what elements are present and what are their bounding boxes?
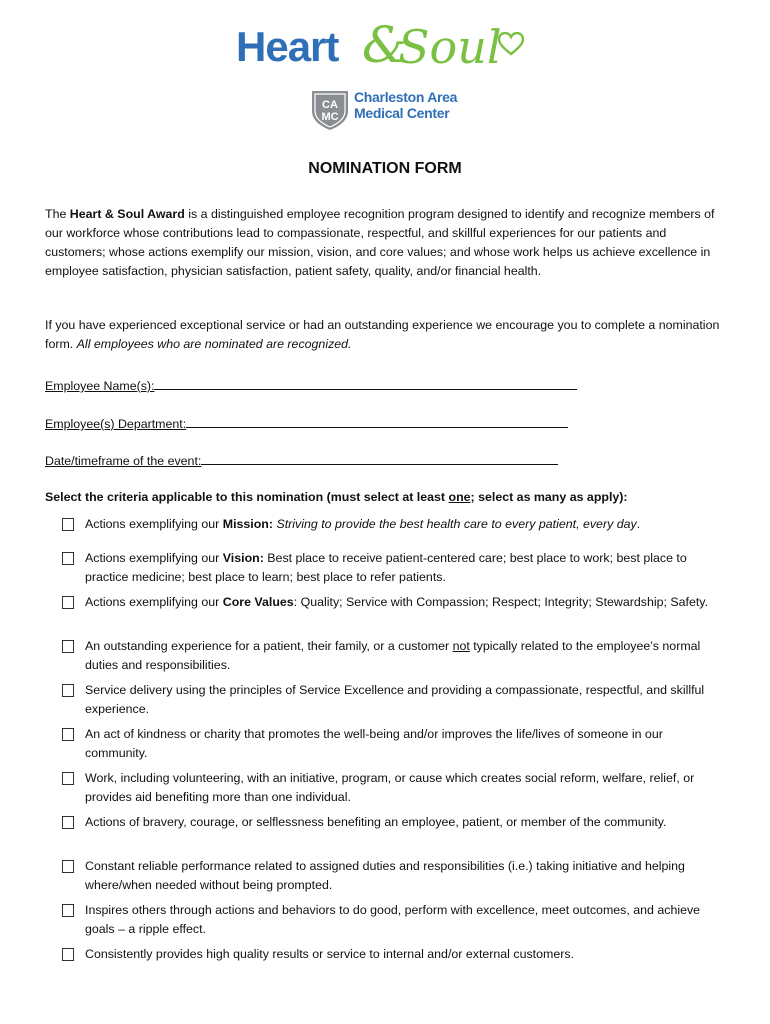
department-field[interactable] <box>45 416 568 432</box>
criteria-item-text <box>85 549 722 587</box>
checkbox[interactable] <box>62 816 74 829</box>
item-bold: Mission: <box>222 517 274 531</box>
item-rest: : Quality; Service with Compassion; Respect; Integrity; Stewardship; Safety. <box>293 595 709 609</box>
criteria-item-text: An act of kindness or charity that promotes the well-being and/or improves the life/lives of someone in our community. <box>85 727 663 760</box>
invite-text: If you have experienced exceptional service or had an outstanding experience we encourage you to complete a nomination form. <box>45 318 720 351</box>
camc-abbr-bottom: MC <box>321 111 339 123</box>
criteria-item-service-delivery[interactable] <box>62 681 722 719</box>
criteria-heading <box>45 490 628 504</box>
criteria-item-kindness[interactable] <box>62 725 722 763</box>
item-pre: An outstanding experience for a patient, their family, or a customer <box>85 639 453 653</box>
item-pre: Actions exemplifying our <box>85 517 223 531</box>
logo-heart-text: Heart <box>236 23 339 70</box>
camc-name-line1: Charleston Area <box>354 89 458 105</box>
intro-pre: The <box>45 207 70 221</box>
checkbox[interactable] <box>62 640 74 653</box>
checkbox[interactable] <box>62 860 74 873</box>
department-line[interactable] <box>186 416 568 428</box>
employee-names-line[interactable] <box>154 378 577 390</box>
checkbox[interactable] <box>62 728 74 741</box>
criteria-item-text: Constant reliable performance related to assigned duties and responsibilities (i.e.) taking initiative and helping where/when needed without being prompted. <box>85 859 685 892</box>
checkbox[interactable] <box>62 518 74 531</box>
date-line[interactable] <box>201 453 558 465</box>
item-italic: Striving to provide the best health care to every patient, every day <box>276 517 637 531</box>
checkbox[interactable] <box>62 684 74 697</box>
criteria-item-text: Service delivery using the principles of Service Excellence and providing a compassionate, respectful, and skillful experience. <box>85 683 705 716</box>
checkbox[interactable] <box>62 552 74 565</box>
criteria-heading-one: one <box>448 490 471 504</box>
criteria-item-vision[interactable] <box>62 549 722 587</box>
item-rest: typically related to the employee’s normal duties and responsibilities. <box>85 639 701 672</box>
page-title: NOMINATION FORM <box>308 160 462 177</box>
date-label: Date/timeframe of the event: <box>45 454 202 468</box>
criteria-item-text: Inspires others through actions and behaviors to do good, perform with excellence, meet outcomes, and achieve goals – a ripple effect. <box>85 903 701 936</box>
item-bold: Core Values <box>222 595 294 609</box>
logo-ampersand: & <box>362 16 407 74</box>
camc-shield-icon <box>310 87 350 131</box>
criteria-item-inspires-others[interactable] <box>62 901 722 939</box>
heart-icon <box>498 32 524 56</box>
criteria-item-high-quality[interactable] <box>62 945 722 964</box>
invite-paragraph <box>45 316 725 354</box>
department-label: Employee(s) Department: <box>45 417 187 431</box>
camc-logo <box>310 87 470 133</box>
item-pre: Actions exemplifying our <box>85 595 223 609</box>
camc-name-line2: Medical Center <box>354 105 450 121</box>
criteria-item-outstanding-experience[interactable] <box>62 637 722 675</box>
checkbox[interactable] <box>62 904 74 917</box>
intro-post: is a distinguished employee recognition program designed to identify and recognize members of our workforce whose contributions lead to compassionate, respectful, and skillful experiences for our patients and customers; whose actions exemplify our mission, vision, and core values; and whose work helps us achieve excellence in employee satisfaction, physician satisfaction, patient safety, quality, and/or financial health. <box>45 207 715 278</box>
criteria-item-mission[interactable] <box>62 515 722 534</box>
intro-paragraph <box>45 205 725 281</box>
employee-names-label: Employee Name(s): <box>45 379 155 393</box>
item-underline: not <box>452 639 470 653</box>
date-field[interactable] <box>45 453 558 469</box>
criteria-item-core-values[interactable] <box>62 593 722 612</box>
criteria-heading-post: ; select as many as apply): <box>470 490 628 504</box>
item-bold: Vision: <box>222 551 264 565</box>
checkbox[interactable] <box>62 772 74 785</box>
employee-names-field[interactable] <box>45 378 577 394</box>
award-name: Heart & Soul Award <box>69 207 185 221</box>
item-after: . <box>636 517 641 531</box>
invite-italic: All employees who are nominated are recognized. <box>76 337 352 351</box>
checkbox[interactable] <box>62 948 74 961</box>
camc-abbr-top: CA <box>322 99 338 111</box>
item-rest: Best place to receive patient-centered care; best place to work; best place to practice medicine; best place to learn; best place to refer patients. <box>85 551 687 584</box>
criteria-item-reliable-performance[interactable] <box>62 857 722 895</box>
heart-and-soul-logo <box>236 16 526 80</box>
criteria-item-volunteering[interactable] <box>62 769 722 807</box>
item-pre: Actions exemplifying our <box>85 551 223 565</box>
criteria-item-text: Actions of bravery, courage, or selflessness benefiting an employee, patient, or member of the community. <box>85 815 667 829</box>
criteria-item-text <box>85 593 722 612</box>
criteria-heading-pre: Select the criteria applicable to this nomination (must select at least <box>45 490 449 504</box>
checkbox[interactable] <box>62 596 74 609</box>
criteria-item-text: Work, including volunteering, with an initiative, program, or cause which creates social reform, welfare, relief, or provides aid benefiting more than one individual. <box>85 771 695 804</box>
camc-name <box>354 89 457 121</box>
criteria-item-text <box>85 637 722 675</box>
criteria-item-text: Consistently provides high quality results or service to internal and/or external customers. <box>85 947 574 961</box>
logo-soul-text: Soul <box>398 20 502 74</box>
criteria-item-bravery[interactable] <box>62 813 722 832</box>
criteria-item-text <box>85 515 722 534</box>
